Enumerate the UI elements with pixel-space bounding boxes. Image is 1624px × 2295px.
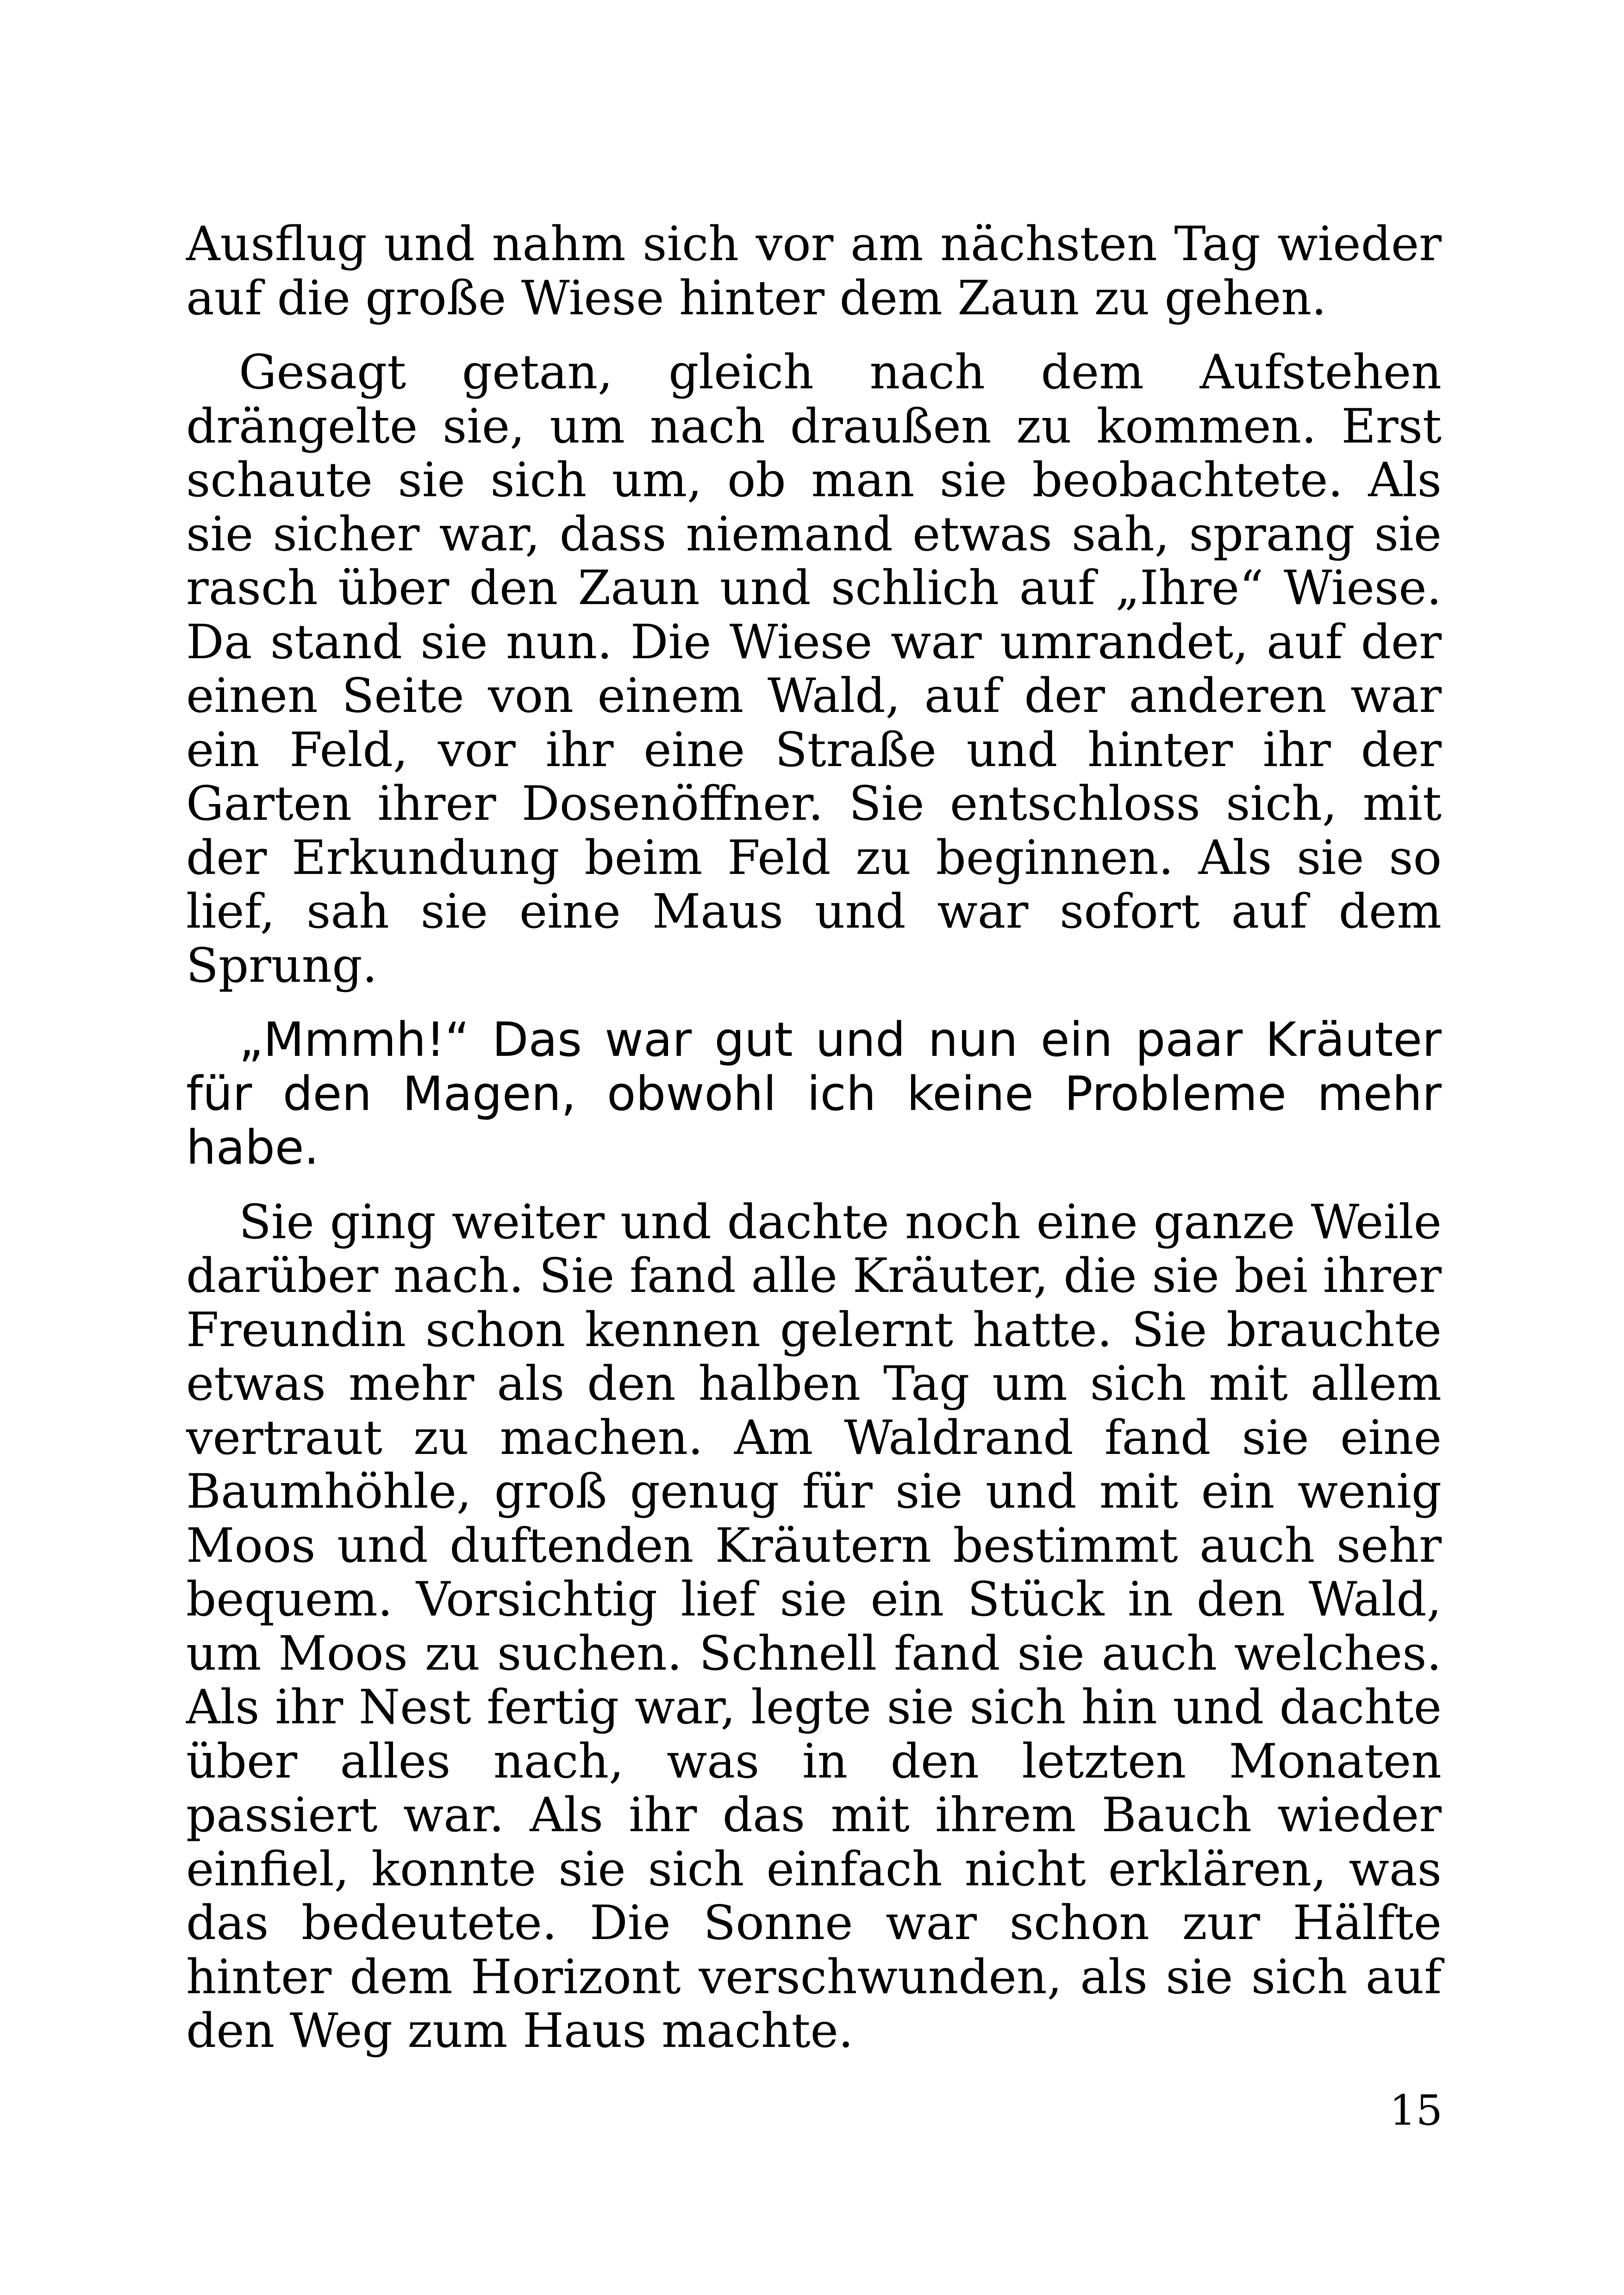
paragraph-dialogue: „Mmmh!“ Das war gut und nun ein paar Kräuter für den Magen, obwohl ich keine Probleme mehr habe.: [186, 1012, 1442, 1175]
paragraph-gesagt-getan: Gesagt getan, gleich nach dem Aufstehen drängelte sie, um nach draußen zu kommen. Erst schaute sie sich um, ob man sie beobachtete. Als sie sicher war, dass niemand etwas sah, sprang sie rasch über den Zaun und schlich auf „Ihre“ Wiese. Da stand sie nun. Die Wiese war umrandet, auf der einen Seite von einem Wald, auf der anderen war ein Feld, vor ihr eine Straße und hinter ihr der Garten ihrer Dosenöffner. Sie entschloss sich, mit der Erkundung beim Feld zu beginnen. Als sie so lief, sah sie eine Maus und war sofort auf dem Sprung.: [186, 345, 1442, 993]
body-text: [186, 218, 1442, 2079]
paragraph-continuation: Ausflug und nahm sich vor am nächsten Tag wieder auf die große Wiese hinter dem Zaun zu gehen.: [186, 217, 1442, 326]
page-number: 15: [1389, 2086, 1443, 2135]
paragraph-sie-ging-weiter: Sie ging weiter und dachte noch eine ganze Weile darüber nach. Sie fand alle Kräuter, die sie bei ihrer Freundin schon kennen gelernt hatte. Sie brauchte etwas mehr als den halben Tag um sich mit allem vertraut zu machen. Am Waldrand fand sie eine Baumhöhle, groß genug für sie und mit ein wenig Moos und duftenden Kräutern bestimmt auch sehr bequem. Vorsichtig lief sie ein Stück in den Wald, um Moos zu suchen. Schnell fand sie auch welches. Als ihr Nest fertig war, legte sie sich hin und dachte über alles nach, was in den letzten Monaten passiert war. Als ihr das mit ihrem Bauch wieder einfiel, konnte sie sich einfach nicht erklären, was das bedeutete. Die Sonne war schon zur Hälfte hinter dem Horizont verschwunden, als sie sich auf den Weg zum Haus machte.: [186, 1194, 1442, 2058]
